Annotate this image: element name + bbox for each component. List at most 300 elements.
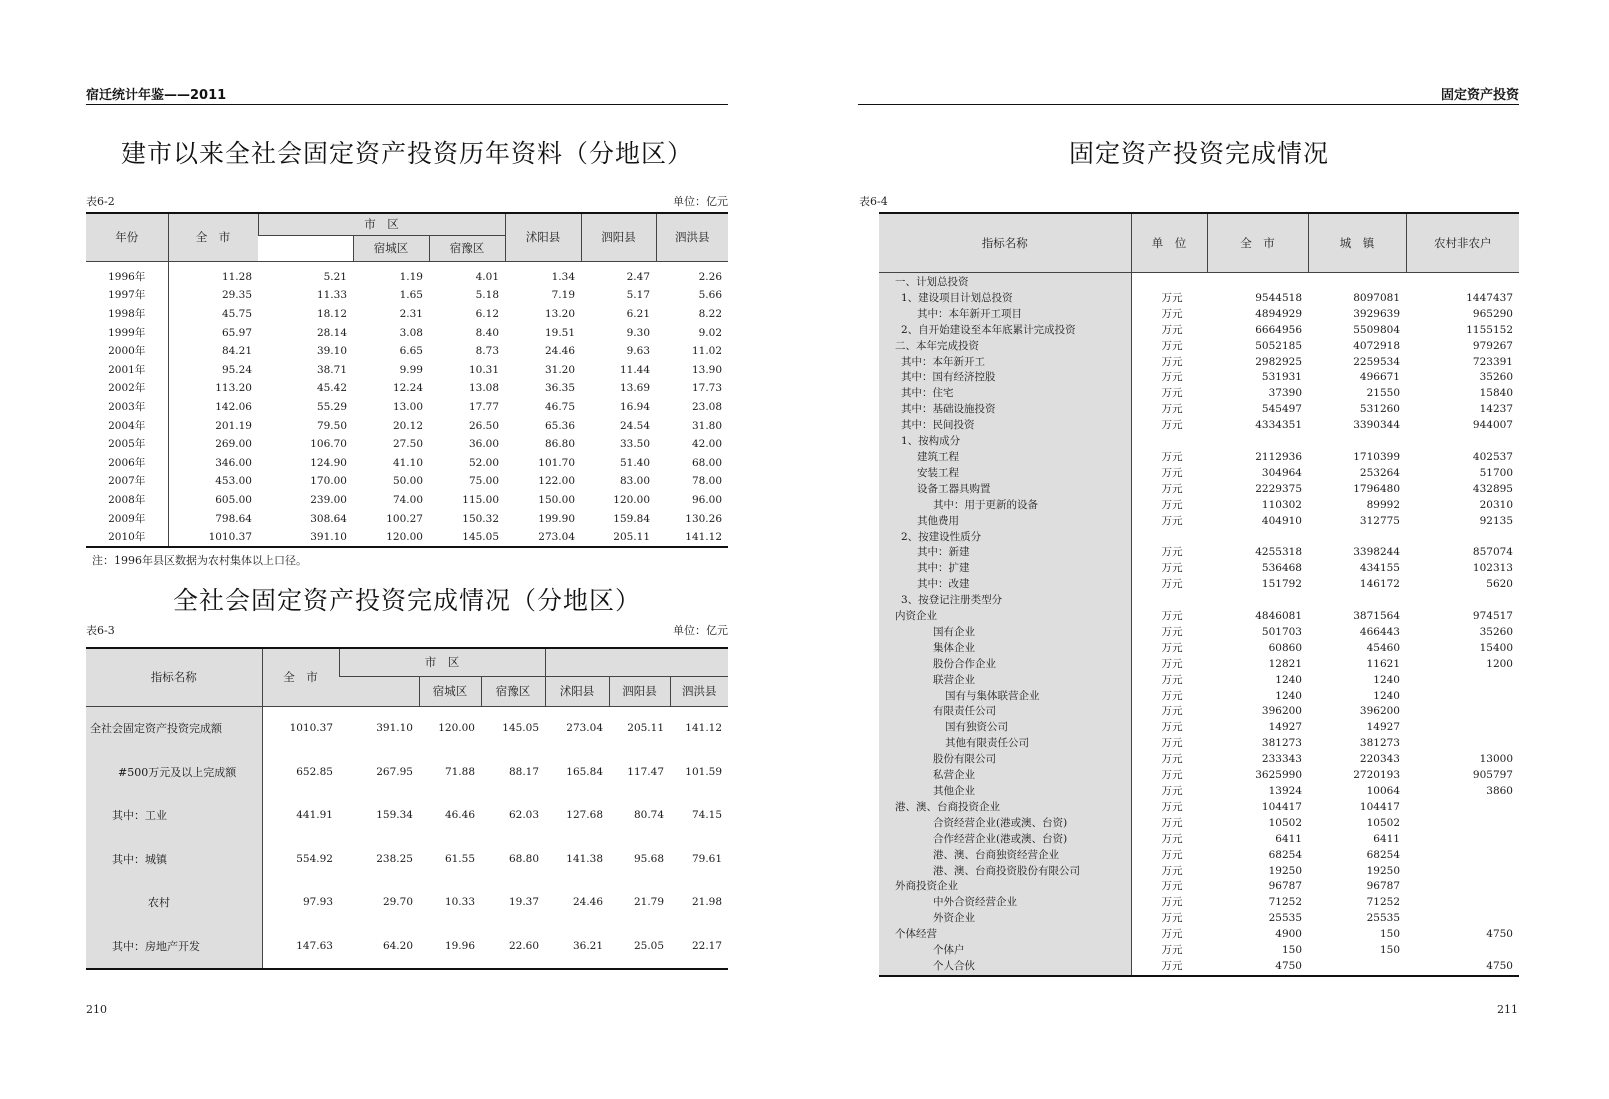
unit-cell: 万元 xyxy=(1161,546,1183,559)
value-cell: 25535 xyxy=(1366,912,1400,925)
row-label: 1999年 xyxy=(86,323,168,342)
row-label: 港、澳、台商投资股份有限公司 xyxy=(879,864,1131,880)
unit-cell: 万元 xyxy=(1161,912,1183,925)
value-cell: 404910 xyxy=(1261,514,1302,527)
value-cell xyxy=(1207,530,1308,546)
row-label: 国有独资公司 xyxy=(879,720,1131,736)
table64-row xyxy=(879,673,1519,689)
table63-header: 全 市 xyxy=(262,648,339,706)
unit-cell: 万元 xyxy=(1161,610,1183,623)
value-cell: 165.84 xyxy=(566,765,604,778)
value-cell: 3.08 xyxy=(399,326,423,339)
table64-row xyxy=(879,402,1519,418)
value-cell: 545497 xyxy=(1261,403,1302,416)
value-cell: 120.00 xyxy=(386,531,423,544)
row-label: 1998年 xyxy=(86,305,168,324)
table62-row xyxy=(86,360,728,379)
value-cell: 88.17 xyxy=(508,765,540,778)
value-cell: 2229375 xyxy=(1255,482,1302,495)
value-cell xyxy=(1308,593,1406,609)
unit-cell: 万元 xyxy=(1161,753,1183,766)
value-cell xyxy=(1406,864,1519,880)
value-cell: 391.10 xyxy=(376,722,413,735)
row-label: 二、本年完成投资 xyxy=(879,339,1131,355)
table63-header: 宿城区 xyxy=(419,676,481,706)
table64-row xyxy=(879,864,1519,880)
value-cell: 13.08 xyxy=(468,382,500,395)
value-cell: 18.12 xyxy=(316,307,347,320)
value-cell: 14927 xyxy=(1268,721,1302,734)
value-cell: 13.00 xyxy=(392,400,423,413)
value-cell: 35260 xyxy=(1479,625,1513,638)
value-cell: 89992 xyxy=(1366,498,1400,511)
unit-cell: 万元 xyxy=(1161,896,1183,909)
value-cell xyxy=(1406,704,1519,720)
value-cell: 9.02 xyxy=(698,326,723,339)
value-cell: 36.00 xyxy=(468,438,500,451)
unit-cell: 万元 xyxy=(1161,785,1183,797)
value-cell: 6664956 xyxy=(1255,323,1302,336)
page-number-right: 211 xyxy=(1497,1003,1518,1016)
table62-row xyxy=(86,398,728,417)
table64-row xyxy=(879,848,1519,864)
value-cell xyxy=(1406,816,1519,832)
unit-cell: 万元 xyxy=(1161,705,1183,718)
value-cell: 127.68 xyxy=(566,809,604,822)
value-cell: 28.14 xyxy=(316,326,347,339)
unit-cell: 万元 xyxy=(1161,721,1183,734)
row-label: 私营企业 xyxy=(879,768,1131,784)
value-cell: 13.20 xyxy=(544,307,576,320)
unit-cell: 万元 xyxy=(1161,657,1183,670)
value-cell: 857074 xyxy=(1472,546,1513,559)
table62-row xyxy=(86,528,728,548)
table64-header: 单 位 xyxy=(1131,213,1207,273)
value-cell: 22.17 xyxy=(691,939,723,952)
value-cell: 974517 xyxy=(1472,610,1513,623)
value-cell: 29.70 xyxy=(382,896,413,909)
value-cell: 19.51 xyxy=(544,326,576,339)
table62-row xyxy=(86,305,728,324)
value-cell: 5.66 xyxy=(698,289,723,302)
value-cell: 253264 xyxy=(1359,466,1400,479)
row-label: 其中：国有经济控股 xyxy=(879,370,1131,386)
page-number-left: 210 xyxy=(86,1003,107,1016)
value-cell: 5.17 xyxy=(626,289,651,302)
table62-header: 泗洪县 xyxy=(656,213,728,261)
row-label: 港、澳、台商投资企业 xyxy=(879,800,1131,816)
value-cell: 24.46 xyxy=(544,345,576,358)
value-cell: 5.21 xyxy=(323,270,347,283)
value-cell: 68254 xyxy=(1366,848,1400,861)
table64-row xyxy=(879,450,1519,466)
value-cell: 11.02 xyxy=(691,345,723,358)
row-label: 2000年 xyxy=(86,342,168,361)
value-cell: 78.00 xyxy=(691,475,723,488)
value-cell: 45.75 xyxy=(221,307,252,320)
table64-row xyxy=(879,370,1519,386)
value-cell: 17.77 xyxy=(468,400,500,413)
value-cell: 8.22 xyxy=(698,307,723,320)
table64-row xyxy=(879,959,1519,976)
value-cell: 51.40 xyxy=(619,456,651,469)
row-label: 个体户 xyxy=(879,943,1131,959)
row-label: 其他费用 xyxy=(879,514,1131,530)
table64-row xyxy=(879,307,1519,323)
value-cell: 723391 xyxy=(1472,355,1513,368)
value-cell: 4750 xyxy=(1275,959,1302,972)
unit-cell: 万元 xyxy=(1161,498,1183,511)
row-label: 港、澳、台商独资经营企业 xyxy=(879,848,1131,864)
value-cell: 96787 xyxy=(1268,880,1302,893)
value-cell xyxy=(1406,530,1519,546)
value-cell: 147.63 xyxy=(296,939,333,952)
row-label: 联营企业 xyxy=(879,673,1131,689)
value-cell: 5509804 xyxy=(1353,323,1400,336)
table64-row xyxy=(879,291,1519,307)
unit-cell: 万元 xyxy=(1161,737,1183,750)
left-page xyxy=(0,0,804,1099)
row-label: 2005年 xyxy=(86,435,168,454)
table64-row xyxy=(879,466,1519,482)
running-head-right: 固定资产投资 xyxy=(1440,88,1519,103)
running-head-left: 宿迁统计年鉴——2011 xyxy=(86,88,227,103)
table64-row xyxy=(879,545,1519,561)
value-cell: 6.12 xyxy=(475,307,500,320)
row-label: 集体企业 xyxy=(879,641,1131,657)
value-cell: 71252 xyxy=(1366,896,1400,909)
value-cell: 308.64 xyxy=(310,512,347,525)
value-cell: 104417 xyxy=(1261,800,1302,813)
value-cell: 798.64 xyxy=(215,512,252,525)
value-cell: 10502 xyxy=(1366,816,1400,829)
value-cell: 11.44 xyxy=(619,363,651,376)
value-cell: 4894929 xyxy=(1255,307,1302,320)
table64-row xyxy=(879,434,1519,450)
value-cell: 4750 xyxy=(1486,959,1513,972)
value-cell: 199.90 xyxy=(538,512,576,525)
value-cell: 39.10 xyxy=(316,345,347,358)
value-cell: 150 xyxy=(1379,944,1400,957)
unit-cell: 万元 xyxy=(1161,323,1183,336)
value-cell: 16.94 xyxy=(619,400,651,413)
unit-cell: 万元 xyxy=(1161,673,1183,686)
value-cell: 9.99 xyxy=(399,363,423,376)
value-cell xyxy=(1406,895,1519,911)
value-cell: 269.00 xyxy=(215,438,252,451)
table63-unit: 单位：亿元 xyxy=(673,624,728,637)
row-label: 2006年 xyxy=(86,453,168,472)
table62-row xyxy=(86,509,728,528)
header-rule-left xyxy=(86,104,728,105)
value-cell: 2.47 xyxy=(626,270,651,283)
unit-cell: 万元 xyxy=(1161,864,1183,877)
unit-cell: 万元 xyxy=(1161,339,1183,352)
value-cell: 92135 xyxy=(1479,514,1513,527)
row-label: 其中：本年新开工 xyxy=(879,355,1131,371)
unit-cell: 万元 xyxy=(1161,800,1183,813)
value-cell: 79.50 xyxy=(316,419,347,432)
value-cell: 396200 xyxy=(1359,705,1400,718)
table64 xyxy=(879,212,1519,977)
value-cell: 145.05 xyxy=(502,722,540,735)
row-label: 2003年 xyxy=(86,398,168,417)
value-cell: 2259534 xyxy=(1353,355,1400,368)
value-cell: 37390 xyxy=(1268,387,1302,400)
row-label: 2001年 xyxy=(86,360,168,379)
value-cell: 45460 xyxy=(1366,641,1400,654)
value-cell: 1710399 xyxy=(1353,450,1400,463)
value-cell: 25535 xyxy=(1268,912,1302,925)
row-label: 中外合资经营企业 xyxy=(879,895,1131,911)
value-cell: 2.31 xyxy=(399,307,423,320)
value-cell: 1.65 xyxy=(399,289,423,302)
value-cell: 1155152 xyxy=(1466,323,1513,336)
unit-cell xyxy=(1131,530,1207,546)
value-cell xyxy=(1406,848,1519,864)
value-cell: 150.32 xyxy=(462,512,500,525)
table64-row xyxy=(879,323,1519,339)
unit-cell: 万元 xyxy=(1161,482,1183,495)
row-label: 国有与集体联营企业 xyxy=(879,689,1131,705)
value-cell: 6.21 xyxy=(626,307,651,320)
unit-cell: 万元 xyxy=(1161,466,1183,479)
value-cell: 13000 xyxy=(1479,753,1513,766)
unit-cell: 万元 xyxy=(1161,578,1183,591)
value-cell: 5620 xyxy=(1486,578,1513,591)
table63-title: 全社会固定资产投资完成情况（分地区） xyxy=(172,586,641,615)
value-cell: 12821 xyxy=(1268,657,1302,670)
value-cell: 68254 xyxy=(1268,848,1302,861)
row-label: 建筑工程 xyxy=(879,450,1131,466)
value-cell: 14927 xyxy=(1366,721,1400,734)
table62-header: 市 区 xyxy=(258,213,505,235)
unit-cell: 万元 xyxy=(1161,928,1183,941)
value-cell: 14237 xyxy=(1479,403,1513,416)
value-cell: 79.61 xyxy=(691,852,723,865)
table64-header: 全 市 xyxy=(1207,213,1308,273)
value-cell: 122.00 xyxy=(538,475,576,488)
value-cell: 35260 xyxy=(1479,371,1513,384)
table64-row xyxy=(879,625,1519,641)
unit-cell xyxy=(1131,273,1207,291)
value-cell: 106.70 xyxy=(310,438,347,451)
table64-row xyxy=(879,355,1519,371)
value-cell: 11.28 xyxy=(221,270,252,283)
table62-row xyxy=(86,491,728,510)
value-cell: 150 xyxy=(1281,944,1302,957)
table64-row xyxy=(879,339,1519,355)
value-cell: 605.00 xyxy=(215,493,252,506)
row-label: 个体经营 xyxy=(879,927,1131,943)
value-cell: 146172 xyxy=(1359,578,1400,591)
value-cell: 61.55 xyxy=(444,852,475,865)
value-cell xyxy=(1406,689,1519,705)
value-cell: 29.35 xyxy=(221,289,252,302)
value-cell: 25.05 xyxy=(633,939,665,952)
value-cell: 4900 xyxy=(1275,928,1302,941)
value-cell: 273.04 xyxy=(566,722,604,735)
value-cell: 1240 xyxy=(1373,689,1400,702)
row-label: 外商投资企业 xyxy=(879,879,1131,895)
value-cell: 36.21 xyxy=(572,939,604,952)
table63-header: 宿豫区 xyxy=(481,676,545,706)
value-cell: 965290 xyxy=(1472,307,1513,320)
value-cell: 31.80 xyxy=(691,419,723,432)
value-cell xyxy=(1308,273,1406,291)
value-cell: 4.01 xyxy=(475,270,500,283)
table63-label: 表6-3 xyxy=(86,624,115,637)
value-cell xyxy=(1406,832,1519,848)
value-cell: 113.20 xyxy=(215,382,252,395)
value-cell: 142.06 xyxy=(215,400,252,413)
value-cell: 7.19 xyxy=(551,289,576,302)
table62-row xyxy=(86,342,728,361)
value-cell: 41.10 xyxy=(392,456,423,469)
value-cell: 979267 xyxy=(1472,339,1513,352)
table63-header: 泗阳县 xyxy=(609,676,670,706)
value-cell: 83.00 xyxy=(619,475,651,488)
table64-row xyxy=(879,800,1519,816)
value-cell: 9.63 xyxy=(626,345,651,358)
row-label: 2002年 xyxy=(86,379,168,398)
row-label: 1996年 xyxy=(86,261,168,286)
row-label: 农村 xyxy=(86,881,262,925)
value-cell: 26.50 xyxy=(468,419,500,432)
value-cell: 5052185 xyxy=(1255,339,1302,352)
row-label: 有限责任公司 xyxy=(879,704,1131,720)
row-label: 合资经营企业(港或澳、台资) xyxy=(879,816,1131,832)
row-label: 其中：房地产开发 xyxy=(86,924,262,969)
value-cell: 12.24 xyxy=(392,382,423,395)
row-label: 2004年 xyxy=(86,416,168,435)
row-label: 其中：民间投资 xyxy=(879,418,1131,434)
row-label: 其中：基础设施投资 xyxy=(879,402,1131,418)
value-cell: 205.11 xyxy=(627,722,665,735)
row-label: 合作经营企业(港或澳、台资) xyxy=(879,832,1131,848)
value-cell: 71252 xyxy=(1268,896,1302,909)
value-cell xyxy=(1406,879,1519,895)
value-cell: 402537 xyxy=(1472,450,1513,463)
value-cell: 65.97 xyxy=(221,326,252,339)
value-cell: 96.00 xyxy=(691,493,723,506)
value-cell: 86.80 xyxy=(544,438,576,451)
value-cell: 531260 xyxy=(1359,403,1400,416)
table62-note: 注：1996年县区数据为农村集体以上口径。 xyxy=(92,554,307,567)
table64-row xyxy=(879,561,1519,577)
value-cell: 10.31 xyxy=(468,363,500,376)
value-cell: 21550 xyxy=(1366,387,1400,400)
value-cell: 531931 xyxy=(1261,371,1302,384)
unit-cell: 万元 xyxy=(1161,450,1183,463)
value-cell xyxy=(1308,530,1406,546)
row-label: 2009年 xyxy=(86,509,168,528)
row-label: 股份合作企业 xyxy=(879,657,1131,673)
value-cell: 27.50 xyxy=(392,438,423,451)
value-cell: 1240 xyxy=(1275,689,1302,702)
value-cell: 150 xyxy=(1379,928,1400,941)
table62-row xyxy=(86,416,728,435)
table64-row xyxy=(879,816,1519,832)
unit-cell: 万元 xyxy=(1161,291,1183,304)
value-cell: 24.54 xyxy=(619,419,651,432)
table64-row xyxy=(879,609,1519,625)
value-cell: 6.65 xyxy=(399,345,423,358)
value-cell: 9544518 xyxy=(1255,291,1302,304)
value-cell: 554.92 xyxy=(296,852,333,865)
value-cell: 273.04 xyxy=(538,531,576,544)
table64-row xyxy=(879,689,1519,705)
value-cell: 10.33 xyxy=(444,896,475,909)
table62-header: 全 市 xyxy=(168,213,258,261)
value-cell: 117.47 xyxy=(627,765,665,778)
right-page xyxy=(804,0,1609,1099)
table62-unit: 单位：亿元 xyxy=(673,195,728,208)
value-cell: 6411 xyxy=(1373,832,1400,845)
table62-header: 泗阳县 xyxy=(581,213,656,261)
value-cell: 21.98 xyxy=(691,896,723,909)
table62-row xyxy=(86,286,728,305)
value-cell: 3625990 xyxy=(1255,769,1302,782)
value-cell: 501703 xyxy=(1261,625,1302,638)
table64-row xyxy=(879,641,1519,657)
value-cell: 104417 xyxy=(1359,800,1400,813)
value-cell: 95.24 xyxy=(221,363,252,376)
table64-row xyxy=(879,832,1519,848)
value-cell xyxy=(1406,673,1519,689)
row-label: 2010年 xyxy=(86,528,168,548)
value-cell: 312775 xyxy=(1359,514,1400,527)
row-label: 其中：城镇 xyxy=(86,837,262,881)
value-cell: 120.00 xyxy=(438,722,475,735)
value-cell: 381273 xyxy=(1261,737,1302,750)
value-cell: 536468 xyxy=(1261,562,1302,575)
value-cell: 4255318 xyxy=(1255,546,1302,559)
value-cell: 74.15 xyxy=(691,809,723,822)
value-cell xyxy=(1406,593,1519,609)
value-cell: 19.96 xyxy=(444,939,475,952)
value-cell: 36.35 xyxy=(544,382,576,395)
value-cell: 466443 xyxy=(1359,625,1400,638)
unit-cell: 万元 xyxy=(1161,625,1183,638)
value-cell: 3929639 xyxy=(1353,307,1400,320)
row-label: 外资企业 xyxy=(879,911,1131,927)
row-label: 1、按构成分 xyxy=(879,434,1131,450)
table63-row xyxy=(86,881,728,925)
value-cell: 17.73 xyxy=(691,382,723,395)
value-cell: 150.00 xyxy=(538,493,576,506)
table63-header: 泗洪县 xyxy=(670,676,728,706)
value-cell: 652.85 xyxy=(296,765,333,778)
table62-title: 建市以来全社会固定资产投资历年资料（分地区） xyxy=(120,139,693,168)
value-cell: 71.88 xyxy=(444,765,475,778)
value-cell: 170.00 xyxy=(310,475,347,488)
value-cell: 233343 xyxy=(1261,753,1302,766)
value-cell: 434155 xyxy=(1359,562,1400,575)
value-cell: 8.40 xyxy=(475,326,500,339)
value-cell: 65.36 xyxy=(544,419,576,432)
value-cell: 115.00 xyxy=(462,493,500,506)
value-cell: 944007 xyxy=(1472,419,1513,432)
table64-row xyxy=(879,482,1519,498)
table62-row xyxy=(86,379,728,398)
table64-row xyxy=(879,657,1519,673)
table62-row xyxy=(86,323,728,342)
table64-row xyxy=(879,736,1519,752)
row-label: 2007年 xyxy=(86,472,168,491)
value-cell xyxy=(1207,434,1308,450)
table63-header: 沭阳县 xyxy=(545,676,609,706)
